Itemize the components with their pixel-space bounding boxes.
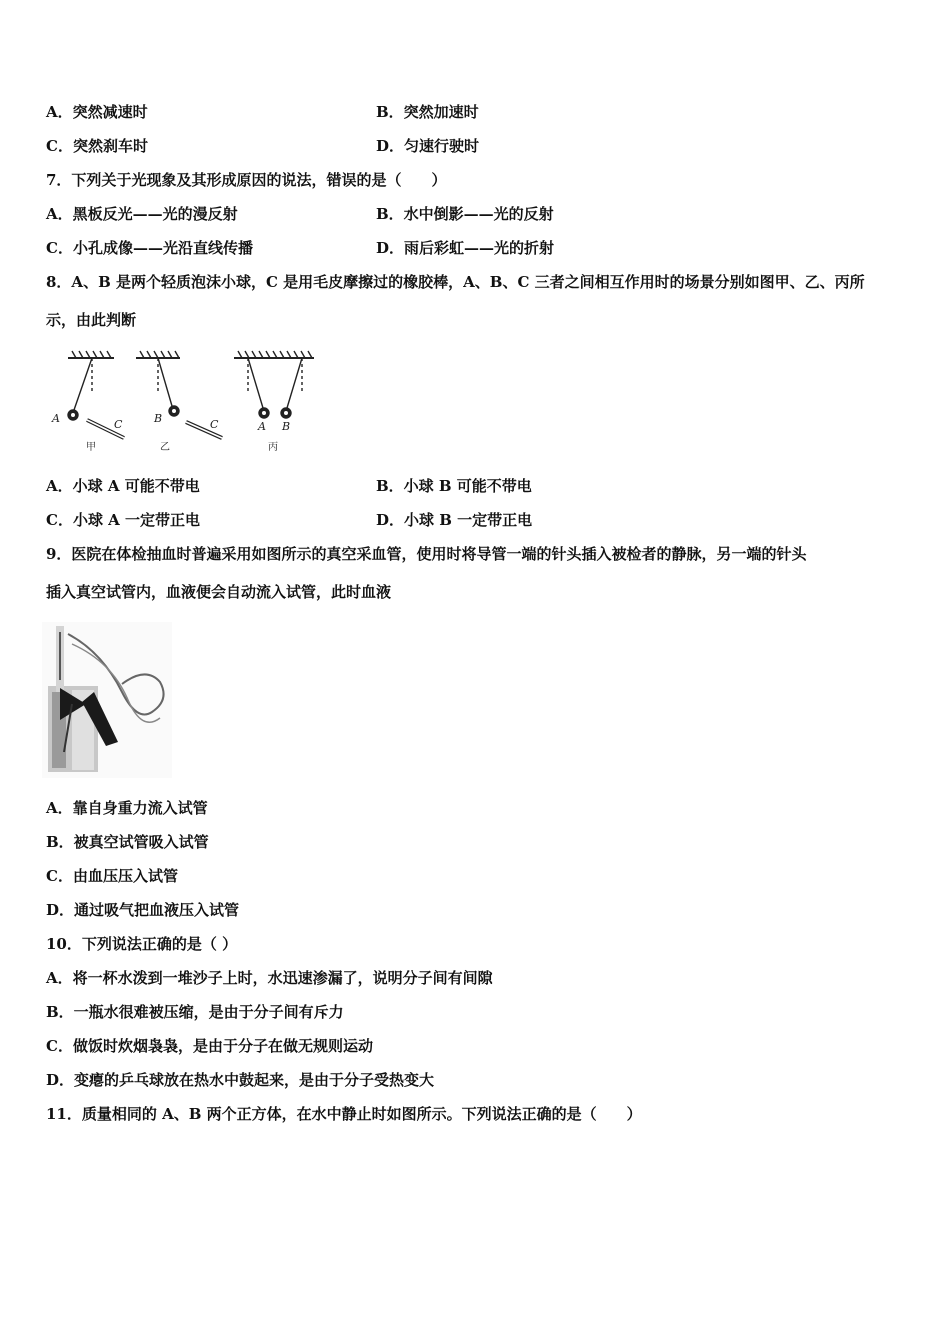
q10-stem: 10．下列说法正确的是（ ） <box>46 935 238 953</box>
q10-option-b: B．一瓶水很难被压缩，是由于分子间有斥力 <box>46 1003 344 1021</box>
fig-caption-yi: 乙 <box>160 442 170 453</box>
q10-option-a: A．将一杯水泼到一堆沙子上时，水迅速渗漏了，说明分子间有间隙 <box>46 969 493 987</box>
q8-stem-line1: 8．A、B 是两个轻质泡沫小球，C 是用毛皮摩擦过的橡胶棒，A、B、C 三者之间相互作用时的场景分别如图甲、乙、丙所 <box>46 273 865 291</box>
q7-option-a: A．黑板反光——光的漫反射 <box>46 205 238 223</box>
fig-caption-bing: 丙 <box>268 442 278 453</box>
q7-option-d: D．雨后彩虹——光的折射 <box>376 239 555 257</box>
q6-option-b: B．突然加速时 <box>376 103 479 121</box>
q9-option-a: A．靠自身重力流入试管 <box>46 799 208 817</box>
q6-option-c: C．突然刹车时 <box>46 137 148 155</box>
q8-option-a: A．小球 A 可能不带电 <box>46 477 200 495</box>
q11-stem: 11．质量相同的 A、B 两个正方体，在水中静止时如图所示。下列说法正确的是（ ） <box>46 1105 642 1123</box>
fig-label-c-1: C <box>114 418 123 431</box>
q8-option-c: C．小球 A 一定带正电 <box>46 511 201 529</box>
q9-stem-line2: 插入真空试管内，血液便会自动流入试管，此时血液 <box>46 583 392 601</box>
q9-stem-line1: 9．医院在体检抽血时普遍采用如图所示的真空采血管，使用时将导管一端的针头插入被检者的静脉，另一端的针头 <box>46 545 807 563</box>
q6-option-d: D．匀速行驶时 <box>376 137 480 155</box>
q7-option-c: C．小孔成像——光沿直线传播 <box>46 239 253 257</box>
fig-label-a-1: A <box>52 412 60 425</box>
q10-option-c: C．做饭时炊烟袅袅，是由于分子在做无规则运动 <box>46 1037 373 1055</box>
q8-pendulum-figure <box>44 348 324 458</box>
fig-label-a-3: A <box>258 420 266 433</box>
q8-option-d: D．小球 B 一定带正电 <box>376 511 533 529</box>
q10-option-d: D．变瘪的乒乓球放在热水中鼓起来，是由于分子受热变大 <box>46 1071 435 1089</box>
q7-stem: 7．下列关于光现象及其形成原因的说法，错误的是（ ） <box>46 171 447 189</box>
q9-option-c: C．由血压压入试管 <box>46 867 178 885</box>
q8-option-b: B．小球 B 可能不带电 <box>376 477 532 495</box>
q6-option-a: A．突然减速时 <box>46 103 148 121</box>
fig-label-b-2: B <box>154 412 163 425</box>
q9-option-b: B．被真空试管吸入试管 <box>46 833 209 851</box>
q8-stem-line2: 示，由此判断 <box>46 311 137 329</box>
vacuum-blood-tube-photo <box>42 622 172 778</box>
fig-label-c-2: C <box>210 418 219 431</box>
q7-option-b: B．水中倒影——光的反射 <box>376 205 554 223</box>
fig-label-b-3: B <box>282 420 291 433</box>
fig-caption-jia: 甲 <box>86 442 96 453</box>
q9-option-d: D．通过吸气把血液压入试管 <box>46 901 240 919</box>
